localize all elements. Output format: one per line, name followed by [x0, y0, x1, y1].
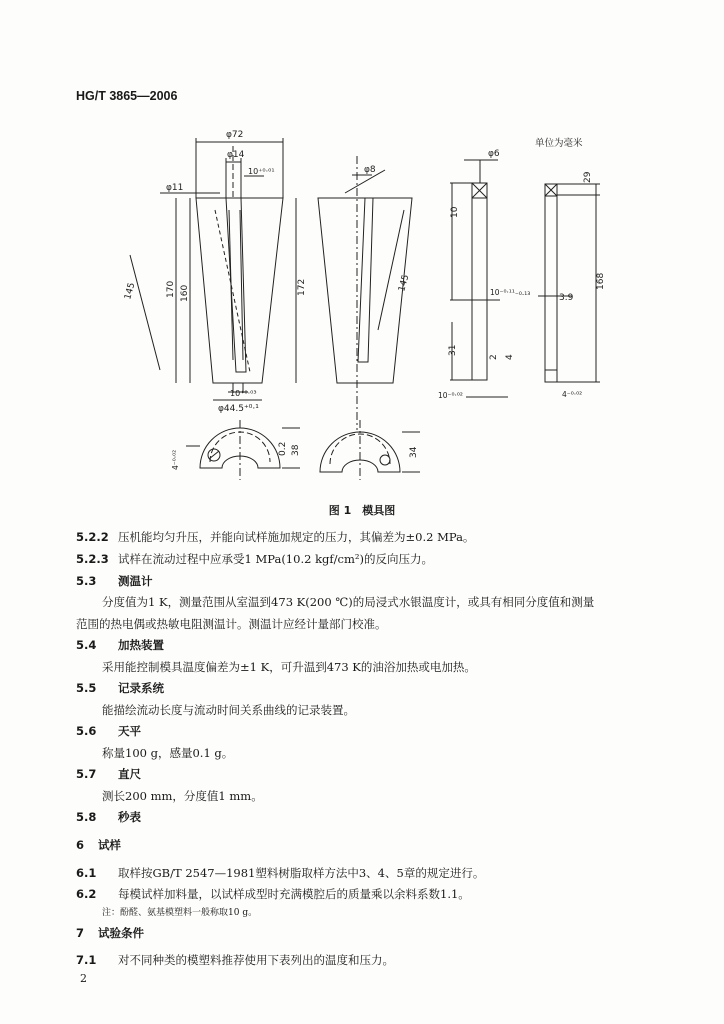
svg-text:29: 29 — [583, 171, 593, 183]
clause-5-5-text: 能描绘流动长度与流动时间关系曲线的记录装置。 — [102, 703, 355, 717]
die-left-view — [130, 138, 283, 400]
svg-text:10⁺⁰·⁰¹: 10⁺⁰·⁰¹ — [248, 167, 275, 176]
clause-5-3-text-1: 分度值为1 K，测量范围从室温到473 K(200 ℃)的局浸式水银温度计，或具有相同分度值和测量 — [102, 595, 595, 609]
clause-5-3-title: 5.3 测温计 — [76, 574, 153, 588]
svg-text:3.9: 3.9 — [559, 293, 574, 303]
clause-5-6-title: 5.6 天平 — [76, 724, 141, 738]
svg-text:170: 170 — [166, 280, 176, 298]
svg-text:172: 172 — [297, 278, 307, 296]
svg-text:38: 38 — [291, 444, 301, 456]
svg-text:168: 168 — [596, 272, 606, 290]
clause-5-4-title: 5.4 加热装置 — [76, 638, 164, 652]
pin-right — [538, 184, 600, 382]
section-7-title: 7 试验条件 — [76, 926, 144, 940]
svg-text:31: 31 — [448, 344, 458, 356]
svg-text:34: 34 — [409, 446, 419, 458]
svg-text:10⁻⁰·¹¹₋₀.₁₃: 10⁻⁰·¹¹₋₀.₁₃ — [490, 288, 531, 297]
svg-text:145: 145 — [123, 281, 138, 301]
clause-6-1: 6.1 取样按GB/T 2547—1981塑料树脂取样方法中3、4、5章的规定进行。 — [76, 866, 485, 880]
clause-5-7-title: 5.7 直尺 — [76, 767, 141, 781]
svg-text:160: 160 — [180, 284, 190, 302]
svg-text:φ72: φ72 — [226, 130, 244, 140]
svg-text:145: 145 — [397, 273, 412, 293]
svg-text:φ8: φ8 — [364, 165, 376, 175]
clause-5-8-title: 5.8 秒表 — [76, 810, 141, 824]
clause-6-2: 6.2 每模试样加料量，以试样成型时充满模腔后的质量乘以余料系数1.1。 — [76, 887, 470, 901]
die-right-view — [296, 156, 412, 430]
svg-text:10: 10 — [450, 206, 460, 218]
clause-5-2-3: 5.2.3 试样在流动过程中应承受1 MPa(10.2 kgf/cm²)的反向压力。 — [76, 552, 433, 566]
svg-text:φ11: φ11 — [166, 183, 184, 193]
clause-5-6-text: 称量100 g，感量0.1 g。 — [102, 746, 234, 760]
clause-5-4-text: 采用能控制模具温度偏差为±1 K，可升温到473 K的油浴加热或电加热。 — [102, 660, 476, 674]
svg-text:4: 4 — [505, 354, 515, 360]
clause-5-3-text-2: 范围的热电偶或热敏电阻测温计。测温计应经计量部门校准。 — [76, 617, 387, 631]
die-right-section — [320, 420, 420, 480]
svg-text:φ44.5⁺⁰·¹: φ44.5⁺⁰·¹ — [218, 404, 259, 414]
clause-5-7-text: 测长200 mm，分度值1 mm。 — [102, 789, 263, 803]
standard-code-header: HG/T 3865—2006 — [76, 89, 178, 103]
clause-5-5-title: 5.5 记录系统 — [76, 681, 164, 695]
svg-text:0.2: 0.2 — [278, 441, 288, 456]
svg-text:4⁻⁰·⁰²: 4⁻⁰·⁰² — [562, 390, 583, 399]
svg-text:φ6: φ6 — [488, 149, 500, 159]
section-6-title: 6 试样 — [76, 838, 121, 852]
clause-5-2-2: 5.2.2 压机能均匀升压，并能向试样施加规定的压力，其偏差为±0.2 MPa。 — [76, 530, 475, 544]
svg-text:2: 2 — [489, 354, 499, 360]
unit-note: 单位为毫米 — [535, 138, 583, 149]
svg-text:10⁻⁰·⁰²: 10⁻⁰·⁰² — [438, 391, 463, 400]
figure-caption: 图 1 模具图 — [328, 504, 396, 517]
svg-text:10⁺⁰·⁰³: 10⁺⁰·⁰³ — [230, 389, 257, 398]
die-drawing-figure — [0, 0, 724, 500]
clause-6-2-note: 注：酚醛、氨基模塑料一般称取10 g。 — [102, 908, 258, 918]
pin-left — [450, 160, 508, 397]
clause-7-1: 7.1 对不同种类的模塑料推荐使用下表列出的温度和压力。 — [76, 953, 394, 967]
page-number: 2 — [80, 972, 87, 985]
svg-text:4⁻⁰·⁰²: 4⁻⁰·⁰² — [171, 449, 180, 470]
svg-text:φ14: φ14 — [227, 150, 245, 160]
